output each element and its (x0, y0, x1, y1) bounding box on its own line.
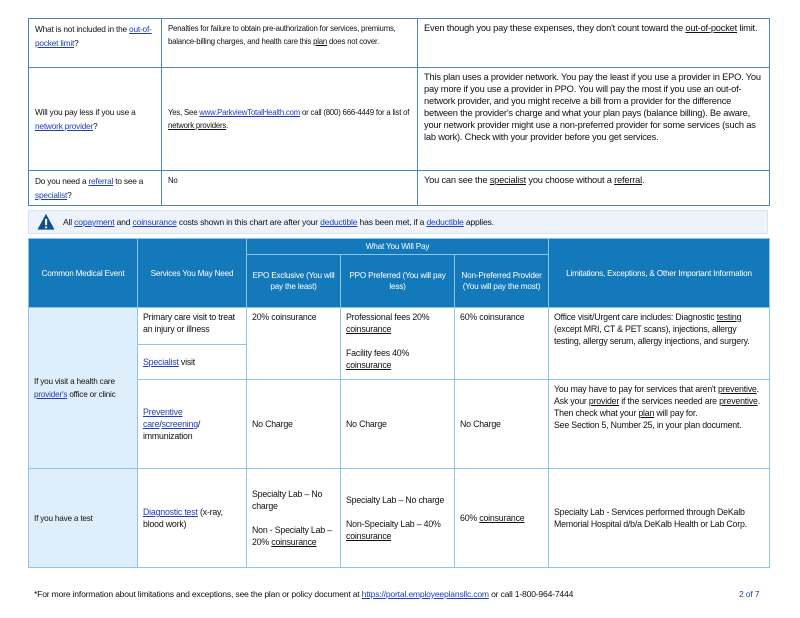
coinsurance-link[interactable]: coinsurance (346, 531, 392, 541)
header-limitations: Limitations, Exceptions, & Other Important Information (549, 239, 770, 308)
service-specialist: Specialist visit (138, 345, 247, 380)
deductible-link[interactable]: deductible (320, 217, 358, 227)
answer-cell: Yes, See www.ParkviewTotalHealth.com or call (800) 666-4449 for a list of network providers. (162, 68, 418, 171)
header-services: Services You May Need (138, 239, 247, 308)
benefits-table (28, 238, 770, 568)
plan-link[interactable]: plan (638, 408, 655, 418)
specialist-link[interactable]: specialist (489, 175, 526, 185)
epo-preventive: No Charge (247, 380, 341, 469)
header-ppo: PPO Preferred (You will pay less) (341, 255, 455, 308)
coinsurance-notice (28, 210, 768, 234)
service-primary-care: Primary care visit to treat an injury or illness (138, 308, 247, 345)
table-row (29, 380, 770, 469)
diagnostic-test-link[interactable]: Diagnostic test (143, 507, 198, 517)
ppo-preventive: No Charge (341, 380, 455, 469)
service-diagnostic-test: Diagnostic test (x-ray, blood work) (138, 469, 247, 568)
header-what-you-will-pay: What You Will Pay (247, 239, 549, 255)
non-diagnostic-test: 60% coinsurance (455, 469, 549, 568)
out-of-pocket-link[interactable]: out-of-pocket (685, 23, 738, 33)
answer-cell: Penalties for failure to obtain pre-authorization for services, premiums, balance-billing charges, and health care this plan does not cover. (162, 19, 418, 68)
coinsurance-link[interactable]: coinsurance (479, 513, 525, 523)
page-footer: *For more information about limitations and exceptions, see the plan or policy document at https://portal.employeeplansllc.com or call 1-800-964-7444 2 of 7 (34, 589, 760, 599)
provider-link[interactable]: provider (588, 396, 620, 406)
header-row (29, 239, 770, 255)
referral-link[interactable]: referral (88, 176, 114, 186)
specialist-link[interactable]: specialist (35, 190, 68, 200)
portal-link[interactable]: https://portal.employeeplansllc.com (361, 589, 489, 599)
page-number: 2 of 7 (739, 589, 760, 599)
why-cell: You can see the specialist you choose without a referral. (418, 171, 770, 206)
header-common-medical-event: Common Medical Event (29, 239, 138, 308)
network-provider-link[interactable]: network provider (35, 121, 94, 131)
limits-diagnostic-test: Specialty Lab - Services performed through DeKalb Memorial Hospital d/b/a DeKalb Health or Lab Corp. (549, 469, 770, 568)
header-epo: EPO Exclusive (You will pay the least) (247, 255, 341, 308)
preventive-link[interactable]: preventive (719, 396, 758, 406)
coinsurance-link[interactable]: coinsurance (346, 324, 392, 334)
table-row (29, 19, 770, 68)
table-row (29, 308, 770, 345)
coinsurance-link[interactable]: coinsurance (346, 360, 392, 370)
epo-diagnostic-test: Specialty Lab – No charge Non - Specialty Lab – 20% coinsurance (247, 469, 341, 568)
preventive-care-link[interactable]: Preventive care (143, 407, 183, 429)
epo-primary-care: 20% coinsurance (247, 308, 341, 380)
testing-link[interactable]: testing (716, 312, 742, 322)
question-cell: Will you pay less if you use a network provider? (29, 68, 162, 171)
provider-directory-link[interactable]: www.ParkviewTotalHealth.com (199, 108, 301, 117)
ppo-diagnostic-test: Specialty Lab – No charge Non-Specialty Lab – 40% coinsurance (341, 469, 455, 568)
non-primary-care: 60% coinsurance (455, 308, 549, 380)
coinsurance-link[interactable]: coinsurance (132, 217, 177, 227)
non-preventive: No Charge (455, 380, 549, 469)
event-have-test: If you have a test (29, 469, 138, 568)
plan-link[interactable]: plan (313, 37, 328, 46)
coinsurance-link[interactable]: coinsurance (271, 537, 317, 547)
notice-text: All copayment and coinsurance costs shown in this chart are after your deductible has been met, if a deductible applies. (63, 217, 494, 227)
referral-link[interactable]: referral (614, 175, 642, 185)
preventive-link[interactable]: preventive (718, 384, 757, 394)
limits-primary-care: Office visit/Urgent care includes: Diagnostic testing (except MRI, CT & PET scans), injections, allergy testing, allergy serum, allergy injections, and surgery. (549, 308, 770, 380)
table-row (29, 171, 770, 206)
warning-triangle-icon (37, 213, 55, 231)
table-row (29, 68, 770, 171)
why-cell: Even though you pay these expenses, they don't count toward the out-of-pocket limit. (418, 19, 770, 68)
copayment-link[interactable]: copayment (74, 217, 115, 227)
deductible-link[interactable]: deductible (426, 217, 464, 227)
answer-cell: No (162, 171, 418, 206)
providers-link[interactable]: provider's (34, 390, 68, 399)
specialist-link[interactable]: Specialist (143, 357, 179, 367)
out-of-pocket-limit-link[interactable]: out-of-pocket limit (35, 24, 152, 48)
why-cell: This plan uses a provider network. You pay the least if you use a provider in EPO. You pay more if you use a provider in PPO. You will pay the most if you use an out-of-network provider, and you might receive a bill from a provider for the difference between the provider's charge and what your plan pays (balance billing). Be aware, your network provider might use a non-preferred provider for some services (such as lab work). Check with your provider before you get services. (418, 68, 770, 171)
limits-preventive: You may have to pay for services that aren't preventive. Ask your provider if the services needed are preventive. Then check what your plan will pay for. See Section 5, Number 25, in your plan document. (549, 380, 770, 469)
ppo-primary-care: Professional fees 20% coinsurance Facility fees 40% coinsurance (341, 308, 455, 380)
question-cell: Do you need a referral to see a specialist? (29, 171, 162, 206)
service-preventive: Preventive care/screening/ immunization (138, 380, 247, 469)
questions-table (28, 18, 770, 206)
network-providers-link[interactable]: network providers (168, 121, 227, 130)
header-non-preferred: Non-Preferred Provider (You will pay the most) (455, 255, 549, 308)
question-cell: What is not included in the out-of-pocket limit? (29, 19, 162, 68)
event-provider-office: If you visit a health care provider's office or clinic (29, 308, 138, 469)
screening-link[interactable]: screening (161, 419, 198, 429)
table-row (29, 469, 770, 568)
